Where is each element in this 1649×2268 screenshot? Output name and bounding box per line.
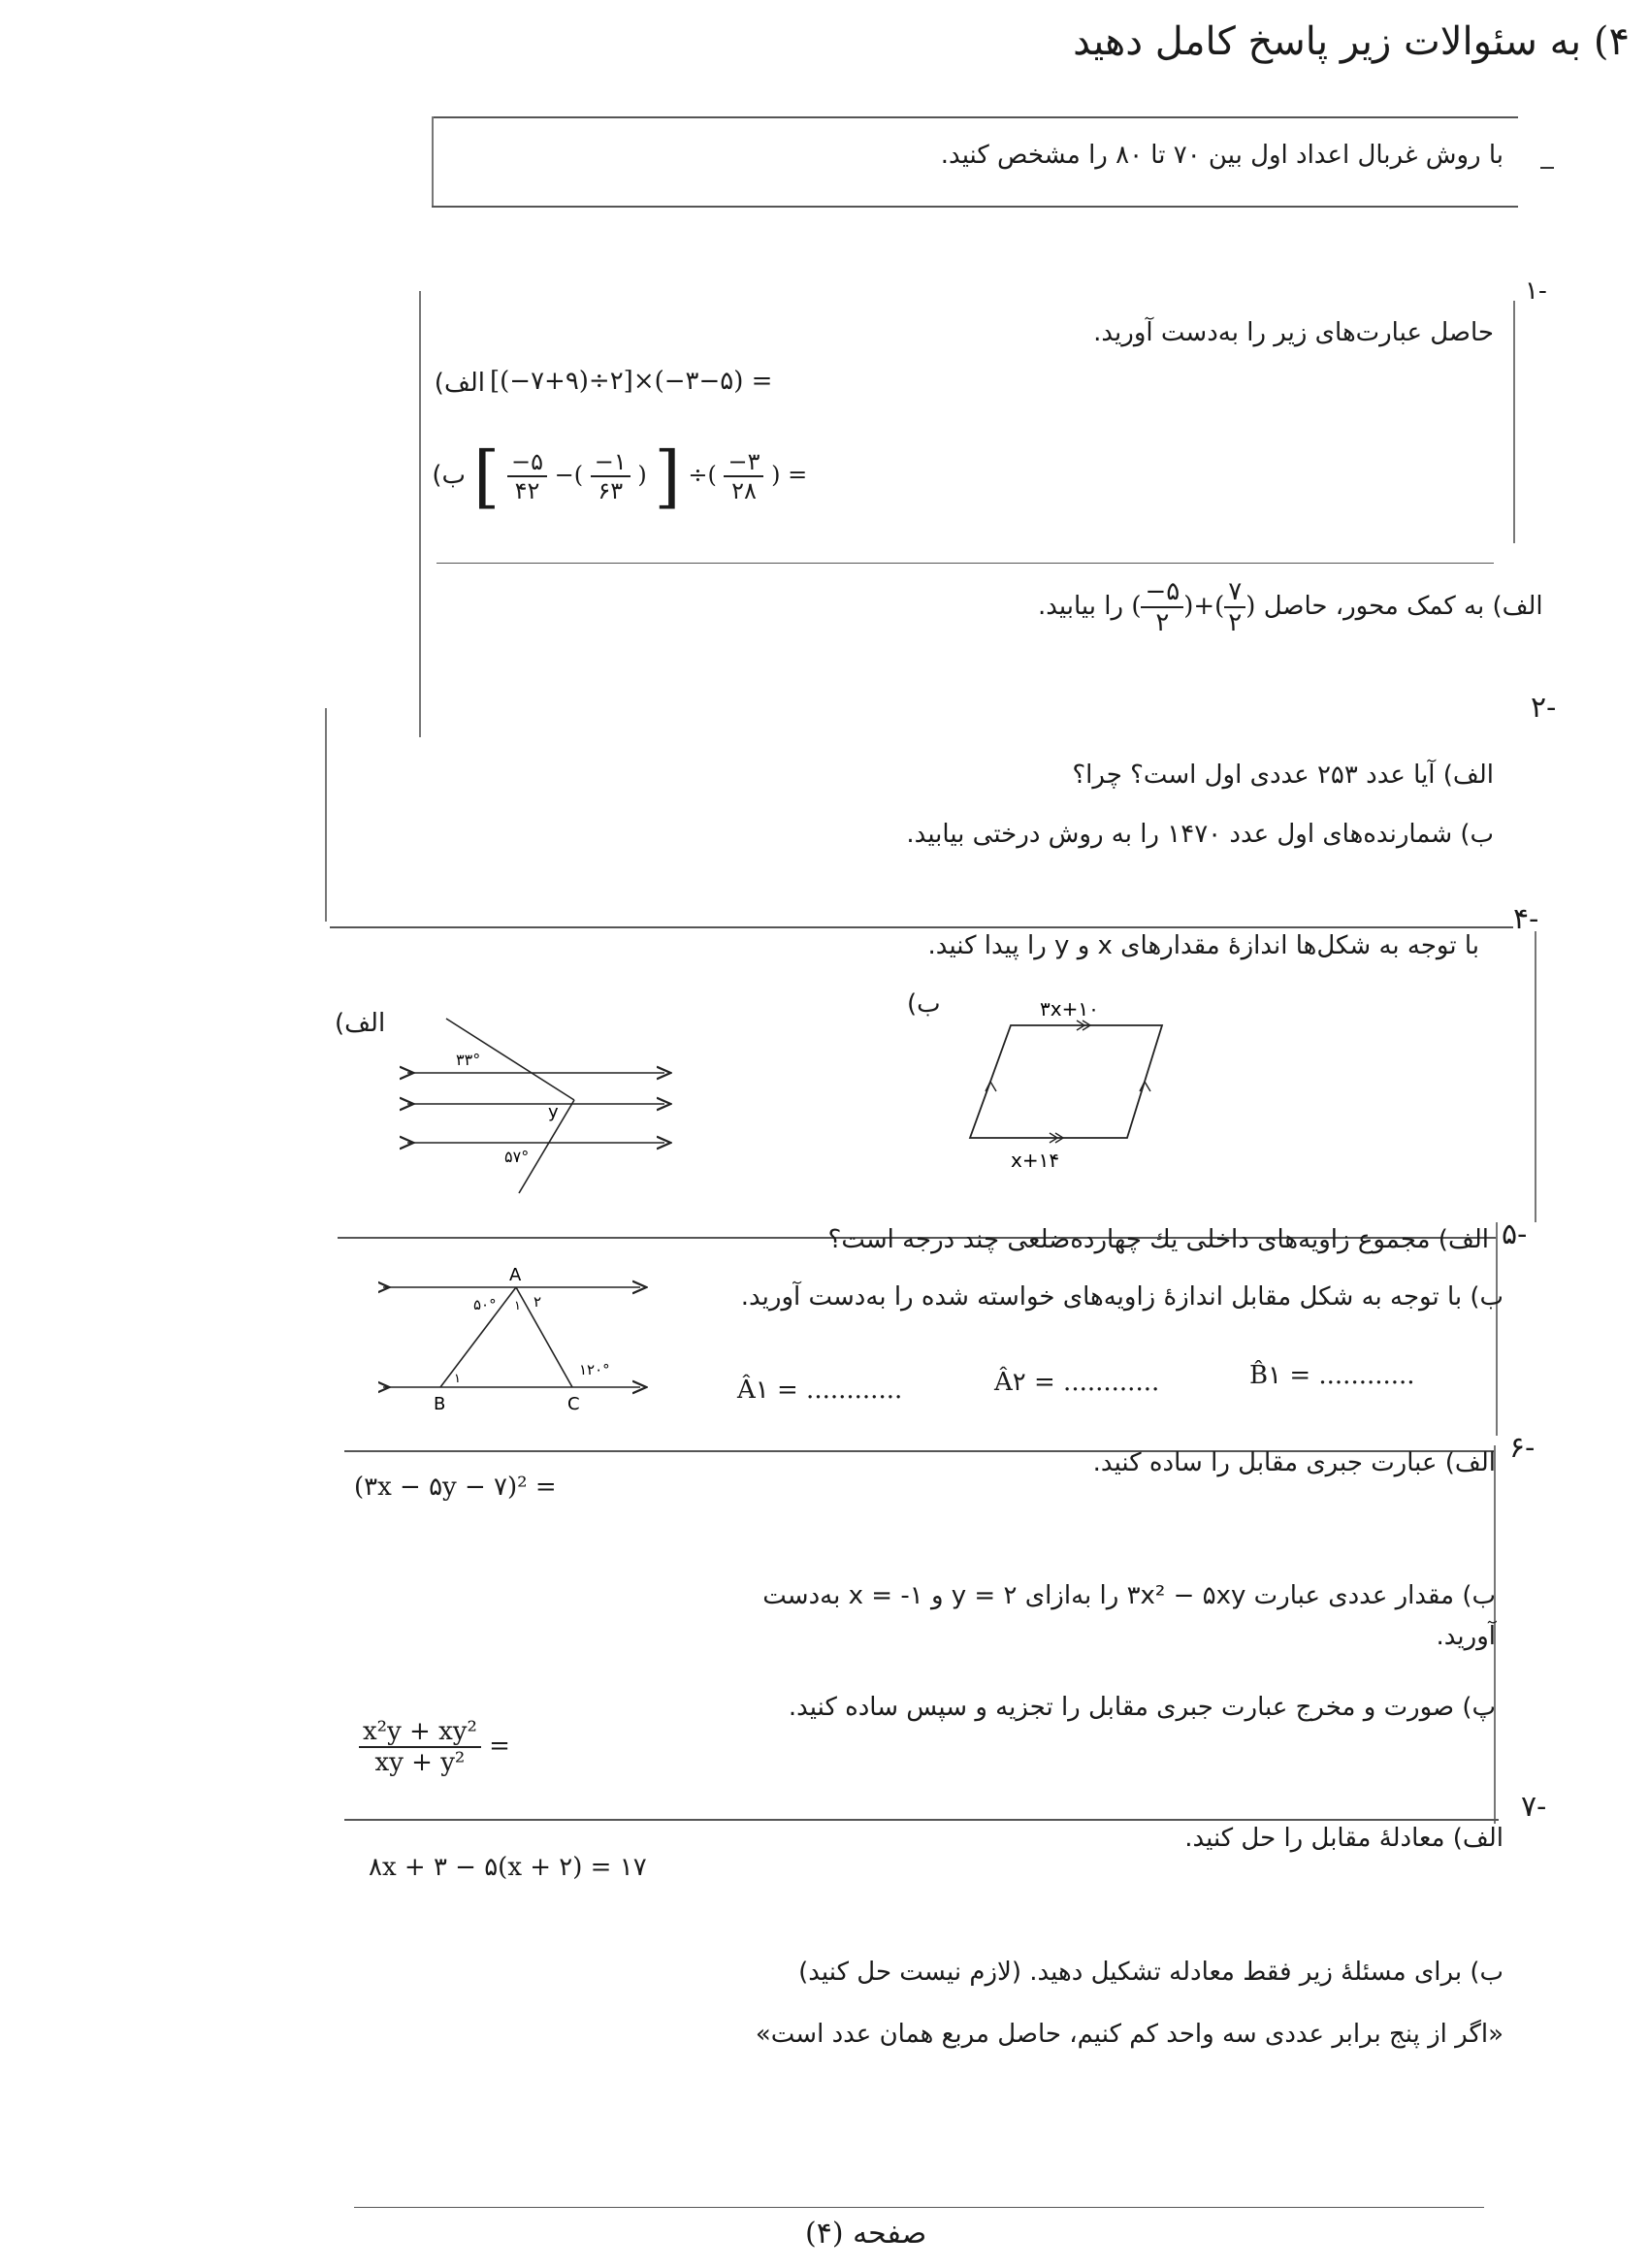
angle-120-label: ۱۲۰°: [579, 1361, 610, 1378]
divider: [432, 116, 1518, 118]
question-0-text: با روش غربال اعداد اول بین ۷۰ تا ۸۰ را مشخص کنید.: [940, 141, 1504, 170]
bullet-mark: [1540, 167, 1554, 169]
angle-57-label: ۵۷°: [504, 1148, 530, 1166]
divider: [1535, 931, 1536, 1222]
answer-a1: Â۱ = ............: [737, 1376, 903, 1405]
axis-question: الف) به کمک محور، حاصل ( $\frac{-۵}{۲}$ )+( $\frac{۷}{۲}$ ) را بیابید.: [1038, 577, 1543, 637]
question-6-a: الف) عبارت جبری مقابل را ساده کنید.: [1092, 1448, 1496, 1477]
question-7-b: ب) برای مسئلهٔ زیر فقط معادله تشکیل دهید. (لازم نیست حل کنید): [798, 1958, 1504, 1987]
page-title: ۴) به سئوالات زیر پاسخ کامل دهید: [1073, 19, 1630, 64]
expression-6c: $\frac{\text{x²y + xy²}}{\text{xy + y²}}$ =: [359, 1717, 510, 1777]
divider: [354, 2207, 1484, 2208]
question-5-b: ب) با توجه به شکل مقابل اندازهٔ زاویه‌های خواسته شده را به‌دست آورید.: [740, 1282, 1504, 1312]
question-number: ۴-: [1513, 902, 1539, 936]
expression-a: [(−۷+۹)÷۲]×(−۳−۵) =: [490, 367, 773, 396]
question-number: ۱-: [1525, 276, 1547, 306]
answer-a2: Â۲ = ............: [994, 1368, 1160, 1397]
question-number: ۵-: [1502, 1217, 1528, 1251]
question-1-intro: حاصل عبارت‌های زیر را به‌دست آورید.: [1093, 318, 1494, 347]
question-6-c: پ) صورت و مخرج عبارت جبری مقابل را تجزیه و سپس ساده کنید.: [788, 1693, 1496, 1722]
divider: [1496, 1222, 1498, 1436]
top-side-label: ۳x+۱۰: [1040, 997, 1099, 1021]
part-a-label: الف): [434, 369, 485, 398]
question-6-b: ب) مقدار عددی عبارت ۳x² − ۵xy را به‌ازای ۲ = y و ۱- = x به‌دست آورید.: [762, 1581, 1496, 1651]
page-number: صفحه (۴): [805, 2217, 927, 2251]
expression-7a: ۸x + ۳ − ۵(x + ۲) = ۱۷: [369, 1853, 647, 1882]
question-5-a: الف) مجموع زاویه‌های داخلی یك چهارده‌ضلعی چند درجه است؟: [827, 1225, 1489, 1254]
expression-6a: (۳x − ۵y − ۷)² =: [354, 1473, 557, 1502]
expression-b: [ $\frac{-۵}{۴۲}$ −( $\frac{-۱}{۶۳}$ ) ] ÷( $\frac{-۳}{۲۸}$ ) =: [473, 437, 808, 516]
figure-parallel-lines: [398, 1009, 679, 1203]
angle-50-label: ۵۰°: [473, 1296, 497, 1313]
question-2-b: ب) شمارنده‌های اول عدد ۱۴۷۰ را به روش درختی بیابید.: [906, 820, 1494, 849]
bottom-side-label: x+۱۴: [1011, 1149, 1060, 1172]
question-number: ۲-: [1531, 691, 1557, 725]
divider: [436, 563, 1494, 564]
divider: [419, 291, 421, 737]
angle-y-label: y: [548, 1102, 559, 1122]
question-4-text: با توجه به شکل‌ها اندازهٔ مقدارهای x و y را پیدا کنید.: [927, 931, 1479, 960]
divider: [432, 206, 1518, 208]
figure-triangle: [378, 1266, 660, 1411]
answer-b1: B̂۱ = ............: [1249, 1361, 1415, 1390]
vertex-b-label: B: [434, 1394, 446, 1411]
angle-b1-mark: ۱: [454, 1372, 461, 1386]
figure-parallelogram: [960, 994, 1183, 1179]
vertex-a-label: A: [509, 1266, 522, 1285]
angle-33-label: ۳۳°: [456, 1051, 481, 1069]
question-number: ۷-: [1521, 1790, 1547, 1824]
divider: [325, 708, 327, 922]
question-number: ۶-: [1509, 1431, 1536, 1465]
divider: [432, 116, 434, 206]
question-7-quote: «اگر از پنج برابر عددی سه واحد کم کنیم، حاصل مربع همان عدد است»: [755, 2020, 1504, 2049]
figure-b-label: ب): [907, 989, 941, 1019]
divider: [1513, 301, 1515, 543]
divider: [330, 926, 1513, 928]
part-b-label: ب): [432, 461, 466, 490]
angle-1-mark: ۱: [514, 1299, 521, 1313]
vertex-c-label: C: [567, 1394, 580, 1411]
figure-a-label: الف): [335, 1009, 386, 1038]
question-7-a: الف) معادلهٔ مقابل را حل کنید.: [1184, 1824, 1504, 1853]
divider: [344, 1819, 1499, 1821]
angle-2-mark: ۲: [534, 1293, 542, 1311]
question-2-a: الف) آیا عدد ۲۵۳ عددی اول است؟ چرا؟: [1072, 761, 1494, 790]
